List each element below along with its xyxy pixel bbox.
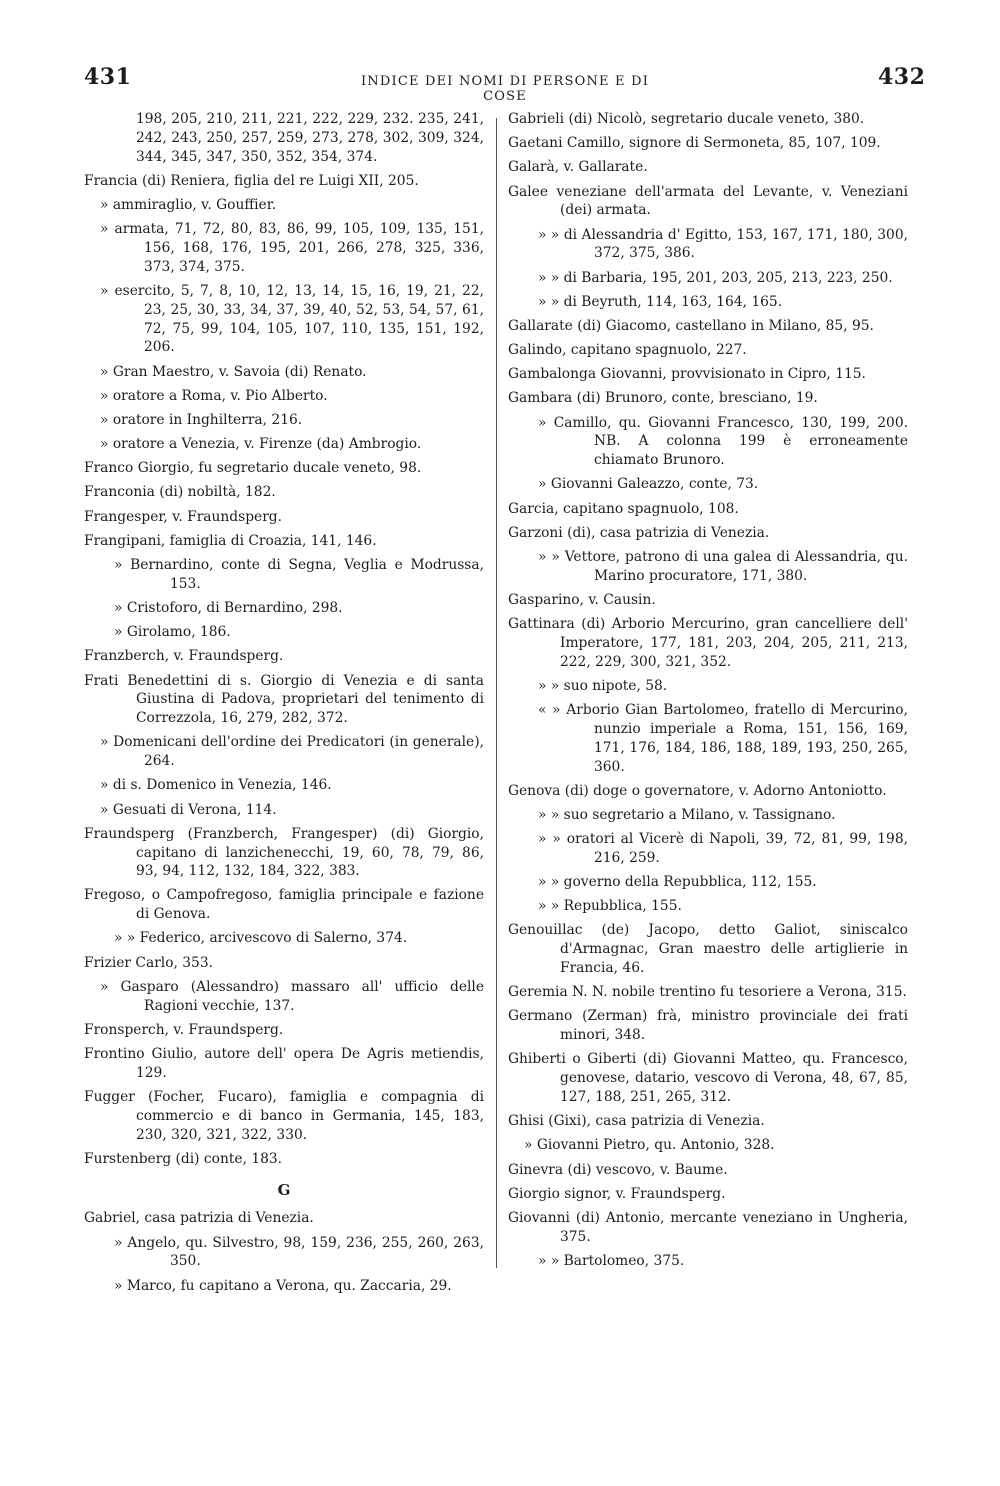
index-column-left: [84, 110, 484, 1301]
index-subentry: » Camillo, qu. Giovanni Francesco, 130, 199, 200. NB. A colonna 199 è erroneamente chiamato Brunoro.: [538, 414, 908, 469]
index-subentry: » Domenicani dell'ordine dei Predicatori (in generale), 264.: [100, 734, 484, 770]
index-subentry: » esercito, 5, 7, 8, 10, 12, 13, 14, 15, 16, 19, 21, 22, 23, 25, 30, 33, 34, 37, 39, 40, 52, 53, 54, 57, 61, 72, 75, 99, 104, 105, 107, 110, 135, 151, 192, 206.: [100, 282, 484, 356]
index-subentry: » » di Barbaria, 195, 201, 203, 205, 213, 223, 250.: [538, 269, 893, 286]
index-entry: Gaetani Camillo, signore di Sermoneta, 85, 107, 109.: [508, 135, 881, 152]
index-entry: Galarà, v. Gallarate.: [508, 159, 648, 176]
index-subentry: » armata, 71, 72, 80, 83, 86, 99, 105, 109, 135, 151, 156, 168, 176, 195, 201, 266, 278, 325, 336, 373, 374, 375.: [100, 221, 484, 275]
index-subentry: » Cristoforo, di Bernardino, 298.: [114, 600, 343, 616]
index-entry: Giovanni (di) Antonio, mercante veneziano in Ungheria, 375.: [508, 1209, 908, 1245]
index-subentry: » » Bartolomeo, 375.: [538, 1252, 685, 1269]
index-entry: Geremia N. N. nobile trentino fu tesoriere a Verona, 315.: [508, 984, 907, 1001]
index-entry: Ghiberti o Giberti (di) Giovanni Matteo, qu. Francesco, genovese, datario, vescovo di Verona, 48, 67, 85, 127, 188, 251, 265, 312.: [508, 1051, 908, 1105]
index-entry: Galee veneziane dell'armata del Levante, v. Veneziani (dei) armata.: [508, 183, 908, 219]
index-subentry: » » di Alessandria d' Egitto, 153, 167, 171, 180, 300, 372, 375, 386.: [538, 226, 908, 262]
index-entry: Fugger (Focher, Fucaro), famiglia e compagnia di commercio e di banco in Germania, 145, 183, 230, 320, 321, 322, 330.: [84, 1089, 484, 1143]
index-entry: Frangipani, famiglia di Croazia, 141, 146.: [84, 532, 377, 549]
index-entry: Germano (Zerman) frà, ministro provinciale dei frati minori, 348.: [508, 1008, 908, 1044]
index-entry: Gasparino, v. Causin.: [508, 591, 656, 608]
index-entry: Frizier Carlo, 353.: [84, 954, 213, 971]
page-number-left: 431: [84, 64, 132, 90]
index-entry: Gabriel, casa patrizia di Venezia.: [84, 1210, 314, 1227]
index-entry: Francia (di) Reniera, figlia del re Luigi XII, 205.: [84, 172, 419, 189]
index-subentry: » » Federico, arcivescovo di Salerno, 374.: [114, 930, 408, 947]
index-entry: Fregoso, o Campofregoso, famiglia principale e fazione di Genova.: [84, 887, 484, 923]
index-subentry: » » governo della Repubblica, 112, 155.: [538, 874, 817, 891]
index-entry: Frati Benedettini di s. Giorgio di Venezia e di santa Giustina di Padova, proprietari del tenimento di Correzzola, 16, 279, 282, 372.: [84, 672, 484, 727]
index-subentry: » » Repubblica, 155.: [538, 898, 682, 915]
index-entry: Franconia (di) nobiltà, 182.: [84, 484, 276, 501]
index-entry: Fraundsperg (Franzberch, Frangesper) (di) Giorgio, capitano di lanzichenecchi, 19, 60, 78, 79, 86, 93, 94, 112, 132, 184, 322, 383.: [84, 825, 484, 880]
index-column-right: [508, 110, 908, 1276]
column-divider: [496, 118, 497, 1268]
running-head: INDICE DEI NOMI DI PERSONE E DI COSE: [360, 74, 650, 104]
index-subentry: » » suo nipote, 58.: [538, 677, 668, 694]
index-entry: Ginevra (di) vescovo, v. Baume.: [508, 1161, 728, 1178]
index-subentry: » oratore a Roma, v. Pio Alberto.: [100, 387, 328, 404]
index-entry: Ghisi (Gixi), casa patrizia di Venezia.: [508, 1113, 765, 1130]
index-entry: Furstenberg (di) conte, 183.: [84, 1150, 283, 1167]
index-entry: Giorgio signor, v. Fraundsperg.: [508, 1185, 726, 1202]
index-entry: Gallarate (di) Giacomo, castellano in Milano, 85, 95.: [508, 317, 874, 334]
index-subentry: » oratore a Venezia, v. Firenze (da) Ambrogio.: [100, 436, 422, 453]
index-subentry: » Gran Maestro, v. Savoia (di) Renato.: [100, 363, 367, 380]
index-entry: Galindo, capitano spagnuolo, 227.: [508, 342, 747, 359]
index-entry: Gambara (di) Brunoro, conte, bresciano, 19.: [508, 390, 818, 407]
index-subentry: 198, 205, 210, 211, 221, 222, 229, 232. 235, 241, 242, 243, 250, 257, 259, 273, 278, 302, 309, 324, 344, 345, 347, 350, 352, 354, 374.: [136, 111, 484, 165]
index-subentry: » Gasparo (Alessandro) massaro all' ufficio delle Ragioni vecchie, 137.: [100, 978, 484, 1014]
index-subentry: » oratore in Inghilterra, 216.: [100, 411, 303, 428]
index-entry: Genouillac (de) Jacopo, detto Galiot, siniscalco d'Armagnac, Gran maestro delle artiglierie in Francia, 46.: [508, 922, 908, 977]
index-subentry: « » Arborio Gian Bartolomeo, fratello di Mercurino, nunzio imperiale a Roma, 151, 156, 169, 171, 176, 184, 186, 188, 189, 193, 250, 265, 360.: [538, 702, 908, 775]
index-subentry: » Bernardino, conte di Segna, Veglia e Modrussa, 153.: [114, 557, 484, 592]
index-subentry: » Marco, fu capitano a Verona, qu. Zaccaria, 29.: [114, 1277, 452, 1294]
index-entry: Gambalonga Giovanni, provvisionato in Cipro, 115.: [508, 366, 866, 383]
index-entry: Franzberch, v. Fraundsperg.: [84, 648, 284, 665]
index-entry: Frontino Giulio, autore dell' opera De Agris metiendis, 129.: [84, 1046, 484, 1081]
index-subentry: » Gesuati di Verona, 114.: [100, 801, 277, 818]
index-entry: Garzoni (di), casa patrizia di Venezia.: [508, 524, 770, 541]
section-letter: G: [277, 1180, 291, 1199]
index-entry: Genova (di) doge o governatore, v. Adorno Antoniotto.: [508, 782, 887, 799]
index-subentry: » di s. Domenico in Venezia, 146.: [100, 777, 332, 794]
index-subentry: » » di Beyruth, 114, 163, 164, 165.: [538, 293, 783, 310]
index-subentry: » » suo segretario a Milano, v. Tassignano.: [538, 806, 836, 823]
index-subentry: » Giovanni Pietro, qu. Antonio, 328.: [524, 1137, 775, 1154]
index-entry: Fronsperch, v. Fraundsperg.: [84, 1021, 284, 1038]
index-entry: Frangesper, v. Fraundsperg.: [84, 508, 283, 525]
page-number-right: 432: [878, 64, 926, 90]
index-subentry: » Giovanni Galeazzo, conte, 73.: [538, 476, 759, 493]
index-subentry: » Girolamo, 186.: [114, 624, 231, 641]
index-entry: Franco Giorgio, fu segretario ducale veneto, 98.: [84, 460, 422, 477]
index-subentry: » Angelo, qu. Silvestro, 98, 159, 236, 255, 260, 263, 350.: [114, 1234, 484, 1270]
index-subentry: » » oratori al Vicerè di Napoli, 39, 72, 81, 99, 198, 216, 259.: [538, 831, 908, 866]
index-subentry: » » Vettore, patrono di una galea di Alessandria, qu. Marino procuratore, 171, 380.: [538, 549, 908, 584]
index-entry: Gattinara (di) Arborio Mercurino, gran cancelliere dell' Imperatore, 177, 181, 203, 204, 205, 211, 213, 222, 229, 300, 321, 352.: [508, 616, 908, 670]
index-entry: Garcia, capitano spagnuolo, 108.: [508, 500, 739, 517]
index-subentry: » ammiraglio, v. Gouffier.: [100, 196, 277, 213]
index-entry: Gabrieli (di) Nicolò, segretario ducale veneto, 380.: [508, 111, 865, 127]
